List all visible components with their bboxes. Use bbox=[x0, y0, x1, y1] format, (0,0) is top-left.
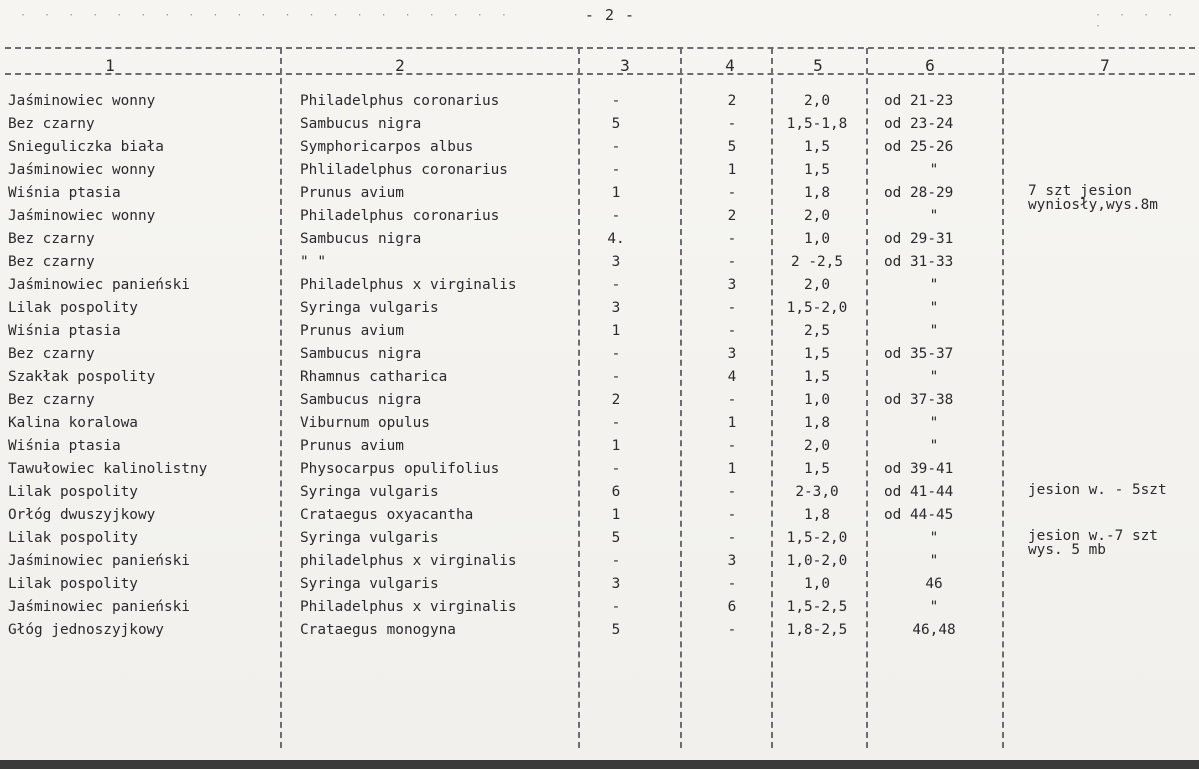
cell-c3: 1 bbox=[611, 507, 621, 523]
cell-c2: Philadelphus coronarius bbox=[300, 93, 500, 109]
cell-c6: " bbox=[929, 415, 939, 431]
table-row bbox=[0, 550, 1199, 573]
cell-c5: 1,0-2,0 bbox=[786, 553, 848, 569]
cell-c2: Syringa vulgaris bbox=[300, 576, 439, 592]
cell-c5: 2,5 bbox=[804, 323, 830, 339]
cell-c5: 1,5-2,5 bbox=[786, 599, 848, 615]
cell-c7: jesion w. - 5szt bbox=[1028, 482, 1167, 498]
cell-c6: " bbox=[929, 599, 939, 615]
cell-c4: - bbox=[727, 438, 737, 454]
cell-c5: 1,5-2,0 bbox=[786, 530, 848, 546]
cell-c1: Lilak pospolity bbox=[8, 530, 138, 546]
cell-c5: 2,0 bbox=[804, 208, 830, 224]
cell-c4: 2 bbox=[727, 93, 737, 109]
cell-c6: od 35-37 bbox=[884, 346, 954, 362]
table-row bbox=[0, 182, 1199, 213]
cell-c1: Tawułowiec kalinolistny bbox=[8, 461, 208, 477]
cell-c2: Prunus avium bbox=[300, 185, 404, 201]
cell-c5: 1,0 bbox=[804, 576, 830, 592]
table-row bbox=[0, 458, 1199, 481]
cell-c5: 1,5 bbox=[804, 162, 830, 178]
cell-c5: 1,8-2,5 bbox=[786, 622, 848, 638]
cell-c1: Bez czarny bbox=[8, 346, 95, 362]
cell-c7: 7 szt jesion wyniosły,wys.8m bbox=[1028, 183, 1158, 213]
cell-c3: 1 bbox=[611, 438, 621, 454]
cell-c1: Bez czarny bbox=[8, 392, 95, 408]
cell-c5: 2,0 bbox=[804, 277, 830, 293]
cell-c3: - bbox=[611, 369, 621, 385]
cell-c4: - bbox=[727, 392, 737, 408]
table-row bbox=[0, 90, 1199, 113]
cell-c1: Wiśnia ptasia bbox=[8, 185, 121, 201]
cell-c4: 1 bbox=[727, 162, 737, 178]
cell-c4: 3 bbox=[727, 277, 737, 293]
cell-c6: " bbox=[929, 369, 939, 385]
cell-c6: od 41-44 bbox=[884, 484, 954, 500]
cell-c1: Wiśnia ptasia bbox=[8, 438, 121, 454]
table-row bbox=[0, 366, 1199, 389]
cell-c4: - bbox=[727, 484, 737, 500]
cell-c5: 1,8 bbox=[804, 185, 830, 201]
scan-bottom-edge bbox=[0, 760, 1199, 769]
table-row bbox=[0, 205, 1199, 228]
cell-c4: - bbox=[727, 622, 737, 638]
cell-c5: 1,5 bbox=[804, 369, 830, 385]
cell-c3: 6 bbox=[611, 484, 621, 500]
cell-c3: - bbox=[611, 139, 621, 155]
cell-c1: Lilak pospolity bbox=[8, 484, 138, 500]
cell-c3: 3 bbox=[611, 300, 621, 316]
cell-c6: " bbox=[929, 300, 939, 316]
cell-c2: Symphoricarpos albus bbox=[300, 139, 474, 155]
table-row bbox=[0, 343, 1199, 366]
cell-c3: 4. bbox=[607, 231, 625, 247]
column-header-1: 1 bbox=[105, 56, 115, 75]
cell-c6: " bbox=[929, 323, 939, 339]
cell-c1: Bez czarny bbox=[8, 254, 95, 270]
cell-c1: Bez czarny bbox=[8, 231, 95, 247]
cell-c4: - bbox=[727, 576, 737, 592]
cell-c5: 1,5 bbox=[804, 461, 830, 477]
cell-c1: Jaśminowiec panieński bbox=[8, 553, 190, 569]
cell-c6: " bbox=[929, 208, 939, 224]
cell-c3: 5 bbox=[611, 530, 621, 546]
cell-c2: Sambucus nigra bbox=[300, 116, 422, 132]
header-top-rule bbox=[5, 47, 1195, 49]
cell-c2: Viburnum opulus bbox=[300, 415, 430, 431]
cell-c6: od 31-33 bbox=[884, 254, 954, 270]
table-row bbox=[0, 274, 1199, 297]
cell-c6: " bbox=[929, 438, 939, 454]
cell-c2: Sambucus nigra bbox=[300, 231, 422, 247]
column-header-5: 5 bbox=[813, 56, 823, 75]
column-header-2: 2 bbox=[395, 56, 405, 75]
table-row bbox=[0, 228, 1199, 251]
table-row bbox=[0, 159, 1199, 182]
cell-c1: Bez czarny bbox=[8, 116, 95, 132]
cell-c4: 3 bbox=[727, 346, 737, 362]
table-header bbox=[0, 56, 1199, 80]
cell-c6: 46,48 bbox=[912, 622, 956, 638]
cell-c6: 46 bbox=[925, 576, 943, 592]
cell-c2: Philadelphus x virginalis bbox=[300, 599, 517, 615]
cell-c6: od 39-41 bbox=[884, 461, 954, 477]
cell-c2: Syringa vulgaris bbox=[300, 484, 439, 500]
table-row bbox=[0, 297, 1199, 320]
cell-c1: Jaśminowiec panieński bbox=[8, 599, 190, 615]
table-row bbox=[0, 435, 1199, 458]
table-row bbox=[0, 113, 1199, 136]
cell-c1: Szakłak pospolity bbox=[8, 369, 156, 385]
cell-c5: 1,5-1,8 bbox=[786, 116, 848, 132]
cell-c3: - bbox=[611, 599, 621, 615]
cell-c4: - bbox=[727, 231, 737, 247]
table-row bbox=[0, 389, 1199, 412]
cell-c2: Prunus avium bbox=[300, 323, 404, 339]
cell-c1: Orłóg dwuszyjkowy bbox=[8, 507, 156, 523]
cell-c1: Snieguliczka biała bbox=[8, 139, 164, 155]
cell-c1: Jaśminowiec panieński bbox=[8, 277, 190, 293]
cell-c2: philadelphus x virginalis bbox=[300, 553, 517, 569]
cell-c3: - bbox=[611, 346, 621, 362]
cell-c2: Prunus avium bbox=[300, 438, 404, 454]
cell-c5: 1,5-2,0 bbox=[786, 300, 848, 316]
cell-c5: 2,0 bbox=[804, 438, 830, 454]
cell-c3: 5 bbox=[611, 622, 621, 638]
table-row bbox=[0, 412, 1199, 435]
cell-c2: Sambucus nigra bbox=[300, 392, 422, 408]
cell-c1: Lilak pospolity bbox=[8, 576, 138, 592]
cell-c6: od 37-38 bbox=[884, 392, 954, 408]
cell-c3: - bbox=[611, 461, 621, 477]
table-row bbox=[0, 136, 1199, 159]
table-row bbox=[0, 320, 1199, 343]
cell-c3: - bbox=[611, 93, 621, 109]
cell-c3: 3 bbox=[611, 254, 621, 270]
cell-c4: - bbox=[727, 530, 737, 546]
cell-c1: Jaśminowiec wonny bbox=[8, 93, 156, 109]
cell-c2: Phliladelphus coronarius bbox=[300, 162, 508, 178]
cell-c6: od 28-29 bbox=[884, 185, 954, 201]
cell-c5: 1,5 bbox=[804, 139, 830, 155]
cell-c4: - bbox=[727, 507, 737, 523]
cell-c2: Syringa vulgaris bbox=[300, 530, 439, 546]
cell-c6: od 44-45 bbox=[884, 507, 954, 523]
cell-c3: 2 bbox=[611, 392, 621, 408]
cell-c5: 1,0 bbox=[804, 392, 830, 408]
cell-c3: - bbox=[611, 553, 621, 569]
table-row bbox=[0, 573, 1199, 596]
cell-c4: 6 bbox=[727, 599, 737, 615]
cell-c6: od 25-26 bbox=[884, 139, 954, 155]
cell-c7: jesion w.-7 szt wys. 5 mb bbox=[1028, 528, 1158, 558]
scan-dots-right: · · · · · bbox=[1095, 10, 1180, 32]
cell-c4: 3 bbox=[727, 553, 737, 569]
cell-c3: - bbox=[611, 415, 621, 431]
cell-c4: 1 bbox=[727, 461, 737, 477]
cell-c4: - bbox=[727, 323, 737, 339]
cell-c3: - bbox=[611, 208, 621, 224]
cell-c3: - bbox=[611, 277, 621, 293]
cell-c4: - bbox=[727, 116, 737, 132]
table-row bbox=[0, 504, 1199, 527]
cell-c4: - bbox=[727, 254, 737, 270]
cell-c1: Kalina koralowa bbox=[8, 415, 138, 431]
cell-c2: Crataegus monogyna bbox=[300, 622, 456, 638]
scan-dots-left: · · · · · · · · · · · · · · · · · · · · · bbox=[20, 10, 513, 21]
cell-c4: 4 bbox=[727, 369, 737, 385]
cell-c2: Sambucus nigra bbox=[300, 346, 422, 362]
cell-c4: 1 bbox=[727, 415, 737, 431]
cell-c3: - bbox=[611, 162, 621, 178]
cell-c5: 2-3,0 bbox=[795, 484, 839, 500]
cell-c4: 2 bbox=[727, 208, 737, 224]
cell-c1: Wiśnia ptasia bbox=[8, 323, 121, 339]
page-number: - 2 - bbox=[584, 6, 636, 24]
cell-c1: Jaśminowiec wonny bbox=[8, 208, 156, 224]
table-row bbox=[0, 481, 1199, 504]
cell-c5: 2 -2,5 bbox=[791, 254, 843, 270]
cell-c2: Crataegus oxyacantha bbox=[300, 507, 474, 523]
column-header-3: 3 bbox=[620, 56, 630, 75]
cell-c2: " " bbox=[300, 254, 326, 270]
table-row bbox=[0, 527, 1199, 558]
cell-c3: 5 bbox=[611, 116, 621, 132]
cell-c4: 5 bbox=[727, 139, 737, 155]
column-header-4: 4 bbox=[725, 56, 735, 75]
cell-c1: Lilak pospolity bbox=[8, 300, 138, 316]
cell-c6: od 29-31 bbox=[884, 231, 954, 247]
table-row bbox=[0, 596, 1199, 619]
cell-c2: Philadelphus coronarius bbox=[300, 208, 500, 224]
cell-c2: Philadelphus x virginalis bbox=[300, 277, 517, 293]
cell-c5: 1,8 bbox=[804, 415, 830, 431]
cell-c4: - bbox=[727, 185, 737, 201]
cell-c5: 1,8 bbox=[804, 507, 830, 523]
cell-c3: 3 bbox=[611, 576, 621, 592]
cell-c3: 1 bbox=[611, 323, 621, 339]
cell-c5: 1,5 bbox=[804, 346, 830, 362]
cell-c6: " bbox=[929, 277, 939, 293]
cell-c2: Syringa vulgaris bbox=[300, 300, 439, 316]
cell-c6: " bbox=[929, 162, 939, 178]
cell-c2: Physocarpus opulifolius bbox=[300, 461, 500, 477]
cell-c1: Jaśminowiec wonny bbox=[8, 162, 156, 178]
cell-c5: 2,0 bbox=[804, 93, 830, 109]
column-header-7: 7 bbox=[1100, 56, 1110, 75]
cell-c1: Głóg jednoszyjkowy bbox=[8, 622, 164, 638]
cell-c6: od 23-24 bbox=[884, 116, 954, 132]
cell-c6: " bbox=[929, 553, 939, 569]
cell-c6: od 21-23 bbox=[884, 93, 954, 109]
table-row bbox=[0, 251, 1199, 274]
column-header-6: 6 bbox=[925, 56, 935, 75]
cell-c5: 1,0 bbox=[804, 231, 830, 247]
cell-c3: 1 bbox=[611, 185, 621, 201]
cell-c2: Rhamnus catharica bbox=[300, 369, 448, 385]
cell-c4: - bbox=[727, 300, 737, 316]
cell-c6: " bbox=[929, 530, 939, 546]
table-row bbox=[0, 619, 1199, 642]
